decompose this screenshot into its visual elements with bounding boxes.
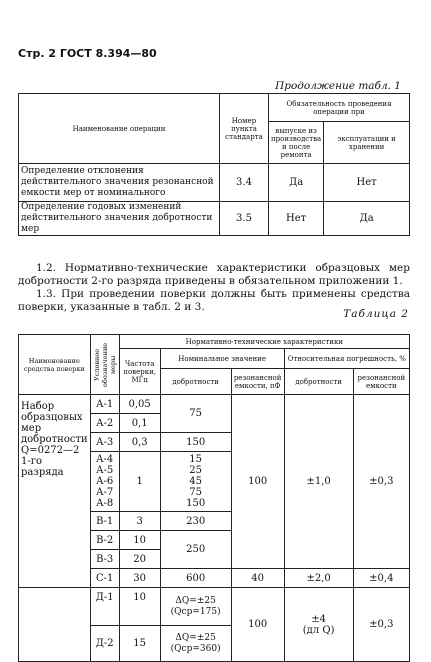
t2-freq: 3 bbox=[119, 512, 160, 531]
t2-cap: 40 bbox=[231, 569, 284, 588]
t2-freq: 15 bbox=[119, 626, 160, 662]
t2-q: 600 bbox=[160, 569, 231, 588]
t2-q: 75 bbox=[160, 395, 231, 433]
t2-freq: 0,3 bbox=[119, 433, 160, 452]
t2-q: 150 bbox=[160, 433, 231, 452]
t2-mark: С-1 bbox=[90, 569, 119, 588]
table-row bbox=[19, 395, 410, 414]
t1-col-operation: эксплуатации и хранении bbox=[324, 122, 410, 164]
t2-mark: В-1 bbox=[90, 512, 119, 531]
t1-row-num: 3.5 bbox=[220, 202, 269, 236]
t2-col-nominal: Номинальное значение bbox=[160, 349, 284, 369]
t2-freq: 30 bbox=[119, 569, 160, 588]
t2-rel-q: ±4 (дл Q) bbox=[284, 588, 353, 662]
page-header: Стр. 2 ГОСТ 8.394—80 bbox=[18, 47, 157, 60]
t1-row-num: 3.4 bbox=[220, 164, 269, 202]
t2-freq: 1 bbox=[119, 452, 160, 512]
t2-rel-q: ±1,0 bbox=[284, 395, 353, 569]
t1-col-group: Обязательность проведения операции при bbox=[269, 94, 410, 122]
t2-cap: 100 bbox=[231, 588, 284, 662]
t2-mark: В-3 bbox=[90, 550, 119, 569]
t2-freq: 0,1 bbox=[119, 414, 160, 433]
t2-set-name-cont bbox=[19, 588, 91, 662]
t1-col-release: выпуске из производства и после ремонта bbox=[269, 122, 324, 164]
t1-col-num: Номер пункта стандарта bbox=[220, 94, 269, 164]
t2-mark: А-2 bbox=[90, 414, 119, 433]
table-continuation-label: Продолжение табл. 1 bbox=[275, 80, 401, 92]
table-2 bbox=[18, 334, 410, 662]
t2-rel-cap: ±0,3 bbox=[353, 588, 409, 662]
t2-mark: А-3 bbox=[90, 433, 119, 452]
t2-col-freq: Частота поверки, МГц bbox=[119, 349, 160, 395]
t2-col-mark: Условное обозначение меры bbox=[90, 335, 119, 395]
t1-row-release: Нет bbox=[269, 202, 324, 236]
t2-col-rel-cap: резонансной емкости bbox=[353, 369, 409, 395]
t2-mark: Д-2 bbox=[90, 626, 119, 662]
t2-col-cap: резонансной емкости, пФ bbox=[231, 369, 284, 395]
table-row bbox=[19, 588, 410, 626]
t2-mark: А-1 bbox=[90, 395, 119, 414]
table-1 bbox=[18, 93, 410, 236]
t2-rel-q: ±2,0 bbox=[284, 569, 353, 588]
t2-set-name: Набор образцовых мер добротности Q=0272—2 1-го разряда bbox=[19, 395, 91, 588]
t2-rel-cap: ±0,4 bbox=[353, 569, 409, 588]
t2-mark: В-2 bbox=[90, 531, 119, 550]
t1-row-operation: Нет bbox=[324, 164, 410, 202]
t2-col-name: Наименование средства поверки bbox=[19, 335, 91, 395]
t2-mark: Д-1 bbox=[90, 588, 119, 626]
t2-q: ΔQ=±25 (Qср=360) bbox=[160, 626, 231, 662]
t2-q: 15 25 45 75 150 bbox=[160, 452, 231, 512]
t2-mark: А-4 А-5 А-6 А-7 А-8 bbox=[90, 452, 119, 512]
t2-q: 230 bbox=[160, 512, 231, 531]
t1-row-release: Да bbox=[269, 164, 324, 202]
t1-row-operation: Да bbox=[324, 202, 410, 236]
t2-q: 250 bbox=[160, 531, 231, 569]
table-2-label: Таблица 2 bbox=[343, 308, 409, 320]
paragraph-1-2: 1.2. Нормативно-технические характеристики образцовых мер добротности 2-го разряда приведены в обязательном приложении 1. bbox=[18, 262, 410, 287]
t2-col-q: добротности bbox=[160, 369, 231, 395]
t2-col-rel-q: добротности bbox=[284, 369, 353, 395]
t2-freq: 10 bbox=[119, 531, 160, 550]
t2-freq: 0,05 bbox=[119, 395, 160, 414]
paragraph-1-3: 1.3. При проведении поверки должны быть применены средства поверки, указанные в табл. 2 и 3. bbox=[18, 288, 410, 313]
t2-rel-cap: ±0,3 bbox=[353, 395, 409, 569]
t2-q: ΔQ=±25 (Qср=175) bbox=[160, 588, 231, 626]
t2-freq: 20 bbox=[119, 550, 160, 569]
t2-col-group: Нормативно-технические характеристики bbox=[119, 335, 409, 349]
t1-row-name: Определение отклонения действительного значения резонансной емкости мер от номинального bbox=[19, 164, 220, 202]
table-row bbox=[19, 202, 410, 236]
t1-col-name: Наименование операции bbox=[19, 94, 220, 164]
t1-row-name: Определение годовых изменений действительного значения добротности мер bbox=[19, 202, 220, 236]
t2-freq: 10 bbox=[119, 588, 160, 626]
t2-cap: 100 bbox=[231, 395, 284, 569]
t2-col-rel: Относительная погрешность, % bbox=[284, 349, 409, 369]
table-row bbox=[19, 164, 410, 202]
